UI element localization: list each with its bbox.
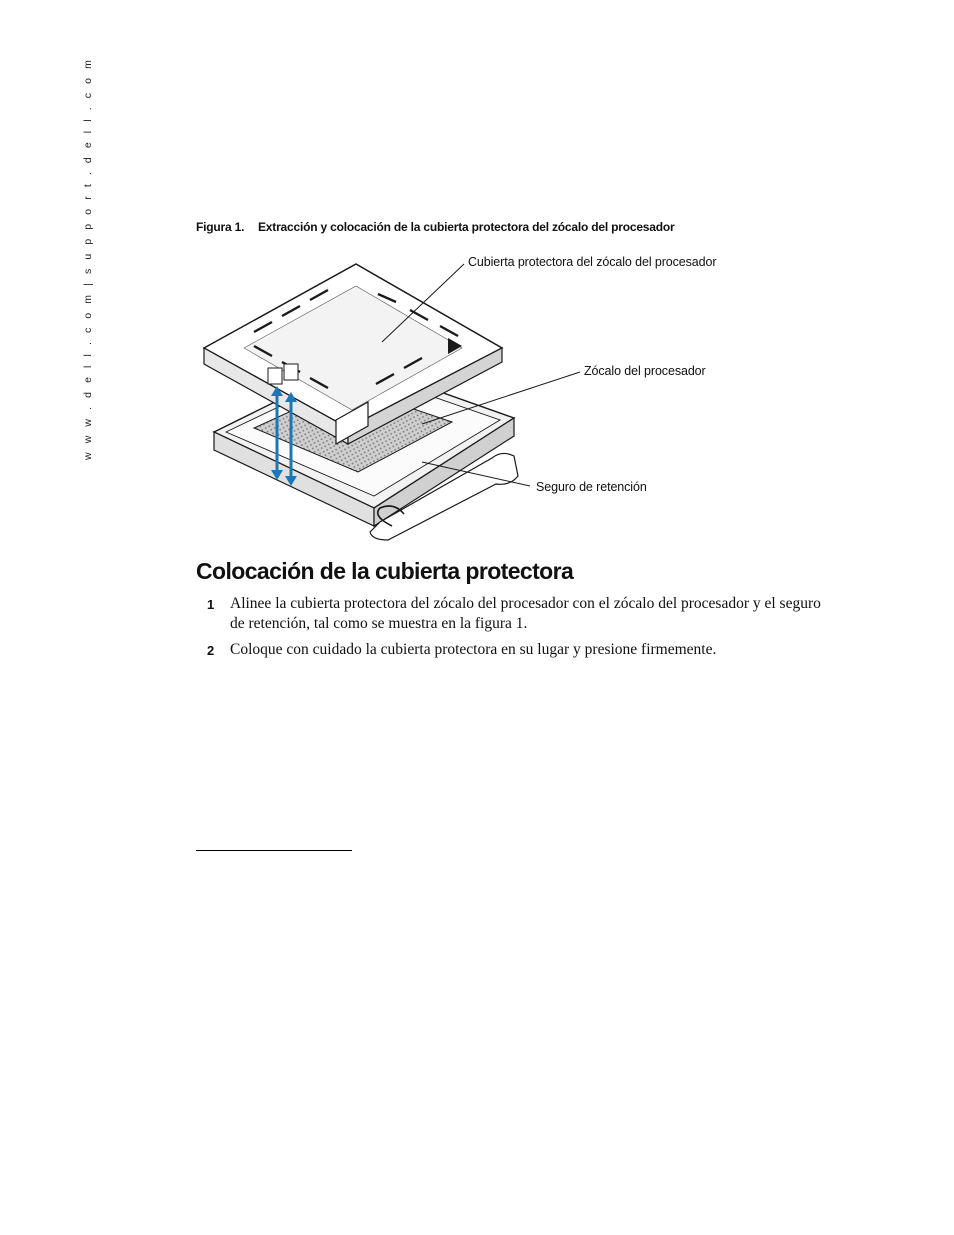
- step-number: 1: [207, 597, 215, 612]
- step-text: Alinee la cubierta protectora del zócalo del procesador con el zócalo del procesador y el seguro de retención, tal como se muestra en la figura 1.: [230, 595, 821, 632]
- section-title: Colocación de la cubierta protectora: [196, 558, 574, 584]
- step-text: Coloque con cuidado la cubierta protectora en su lugar y presione firmemente.: [230, 641, 717, 658]
- steps-list: [196, 594, 826, 666]
- callout-socket: Zócalo del procesador: [584, 364, 706, 378]
- callout-retention: Seguro de retención: [536, 480, 647, 494]
- socket-cover-diagram: [196, 250, 756, 550]
- footnote-rule: [196, 850, 352, 851]
- step-number: 2: [207, 643, 215, 658]
- sidebar-url: w w w . d e l l . c o m | s u p p o r t . d e l l . c o m: [82, 57, 94, 460]
- callout-cover: Cubierta protectora del zócalo del procesador: [468, 255, 717, 269]
- figure-title: Extracción y colocación de la cubierta protectora del zócalo del procesador: [258, 220, 675, 234]
- figure-number: Figura 1.: [196, 220, 245, 234]
- figure-illustration: [196, 250, 756, 550]
- step-item: [196, 594, 826, 634]
- step-item: [196, 640, 826, 660]
- figure-caption: [196, 220, 816, 234]
